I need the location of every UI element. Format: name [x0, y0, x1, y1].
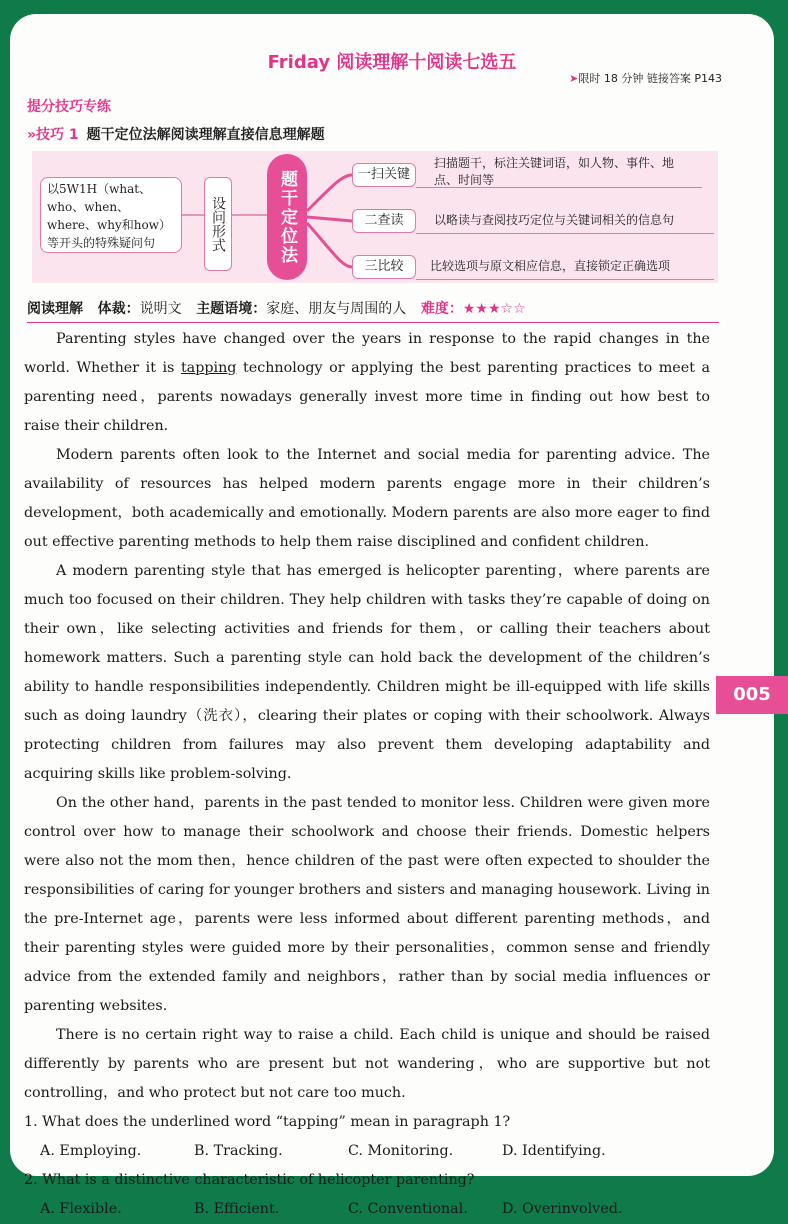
- option-a: A. Employing.: [40, 1143, 142, 1159]
- skill-diagram: [32, 151, 718, 283]
- skill-tag: 技巧 1: [36, 127, 79, 143]
- skill-text: 题干定位法解阅读理解直接信息理解题: [86, 127, 325, 143]
- question-2: 2. What is a distinctive characteristic of helicopter parenting?: [24, 1172, 475, 1188]
- chevron-right-icon: »: [27, 127, 37, 143]
- option-c: C. Conventional.: [348, 1201, 468, 1217]
- branch-3-label: 三比较: [352, 255, 416, 279]
- paragraph-5: There is no certain right way to raise a child. Each child is unique and should be raised differently by parents who are present but not wandering，who are supportive but not controlling，and who protect but not care too much.: [24, 1027, 710, 1101]
- page-title: Friday 阅读理解十阅读七选五: [267, 52, 517, 73]
- reading-header: 阅读理解 体裁：说明文 主题语境：家庭、朋友与周围的人 难度：★★★☆☆: [27, 298, 719, 323]
- question-2-options: [24, 1195, 710, 1224]
- paragraph-3: A modern parenting style that has emerged is helicopter parenting，where parents are much too focused on their children. They help children with tasks they’re capable of doing on their own，like selecting activities and friends for them，or calling their teachers about homework matters. Such a parenting style can hold back the development of the children’s ability to handle responsibilities independently. Children might be ill-equipped with life skills such as doing laundry（洗衣），clearing their plates or coping with their schoolwork. Always protecting children from failures may also prevent them developing adaptability and acquiring skills like problem-solving.: [24, 563, 710, 782]
- page: [10, 14, 774, 1217]
- option-c: C. Monitoring.: [348, 1143, 454, 1159]
- underlined-word: tapping: [180, 360, 237, 376]
- divider: [416, 233, 714, 234]
- branch-3-desc: 比较选项与原文相应信息，直接锁定正确选项: [430, 259, 671, 273]
- page-number: 005: [716, 676, 788, 714]
- branch-1-label: 一扫关键: [352, 163, 416, 187]
- question-form-box: 设问形式: [204, 177, 232, 271]
- difficulty-stars: ★★★☆☆: [462, 301, 526, 317]
- section-heading: 提分技巧专练: [27, 99, 111, 115]
- skill-heading: [27, 124, 325, 144]
- divider: [416, 187, 702, 188]
- branch-2-desc: 以略读与查阅技巧定位与关键词相关的信息句: [434, 213, 675, 227]
- method-center: 题干定位法: [267, 154, 307, 280]
- reading-passage: [24, 325, 710, 1224]
- option-d: D. Overinvolved.: [502, 1201, 623, 1217]
- paragraph-4: On the other hand，parents in the past tended to monitor less. Children were given more control over how to manage their schoolwork and choose their friends. Domestic helpers were also not the mom then，hence children of the past were often expected to shoulder the responsibilities of caring for younger brothers and sisters and managing housework. Living in the pre-Internet age，parents were less informed about different parenting methods，and their parenting styles were guided more by their personalities，common sense and friendly advice from the extended family and neighbors，rather than by social media influences or parenting websites.: [24, 795, 710, 1014]
- question-1-options: [24, 1137, 710, 1166]
- arrow-icon: ➤: [569, 72, 579, 85]
- time-limit-info: ➤限时 18 分钟 链接答案 P143: [569, 72, 722, 85]
- question-1: 1. What does the underlined word “tapping” mean in paragraph 1?: [24, 1114, 511, 1130]
- paragraph-2: Modern parents often look to the Internet and social media for parenting advice. The availability of resources has helped modern parents engage more in their children’s development，both academically and emotionally. Modern parents are also more eager to find out effective parenting methods to help them raise disciplined and confident children.: [24, 447, 710, 550]
- paragraph-1: Parenting styles have changed over the years in response to the rapid changes in the world. Whether it is tapping technology or applying the best parenting practices to meet a parenting need，parents nowadays generally invest more time in finding out how best to raise their children.: [24, 331, 710, 434]
- option-b: B. Tracking.: [194, 1143, 283, 1159]
- divider: [416, 279, 714, 280]
- branch-2-label: 二查读: [352, 209, 416, 233]
- option-b: B. Efficient.: [194, 1201, 280, 1217]
- option-d: D. Identifying.: [502, 1143, 606, 1159]
- question-type-box: 以5W1H（what、who、when、where、why和how）等开头的特殊疑问句: [40, 177, 182, 253]
- option-a: A. Flexible.: [40, 1201, 122, 1217]
- branch-1-desc: 扫描题干，标注关键词语，如人物、事件、地点、时间等: [434, 156, 675, 187]
